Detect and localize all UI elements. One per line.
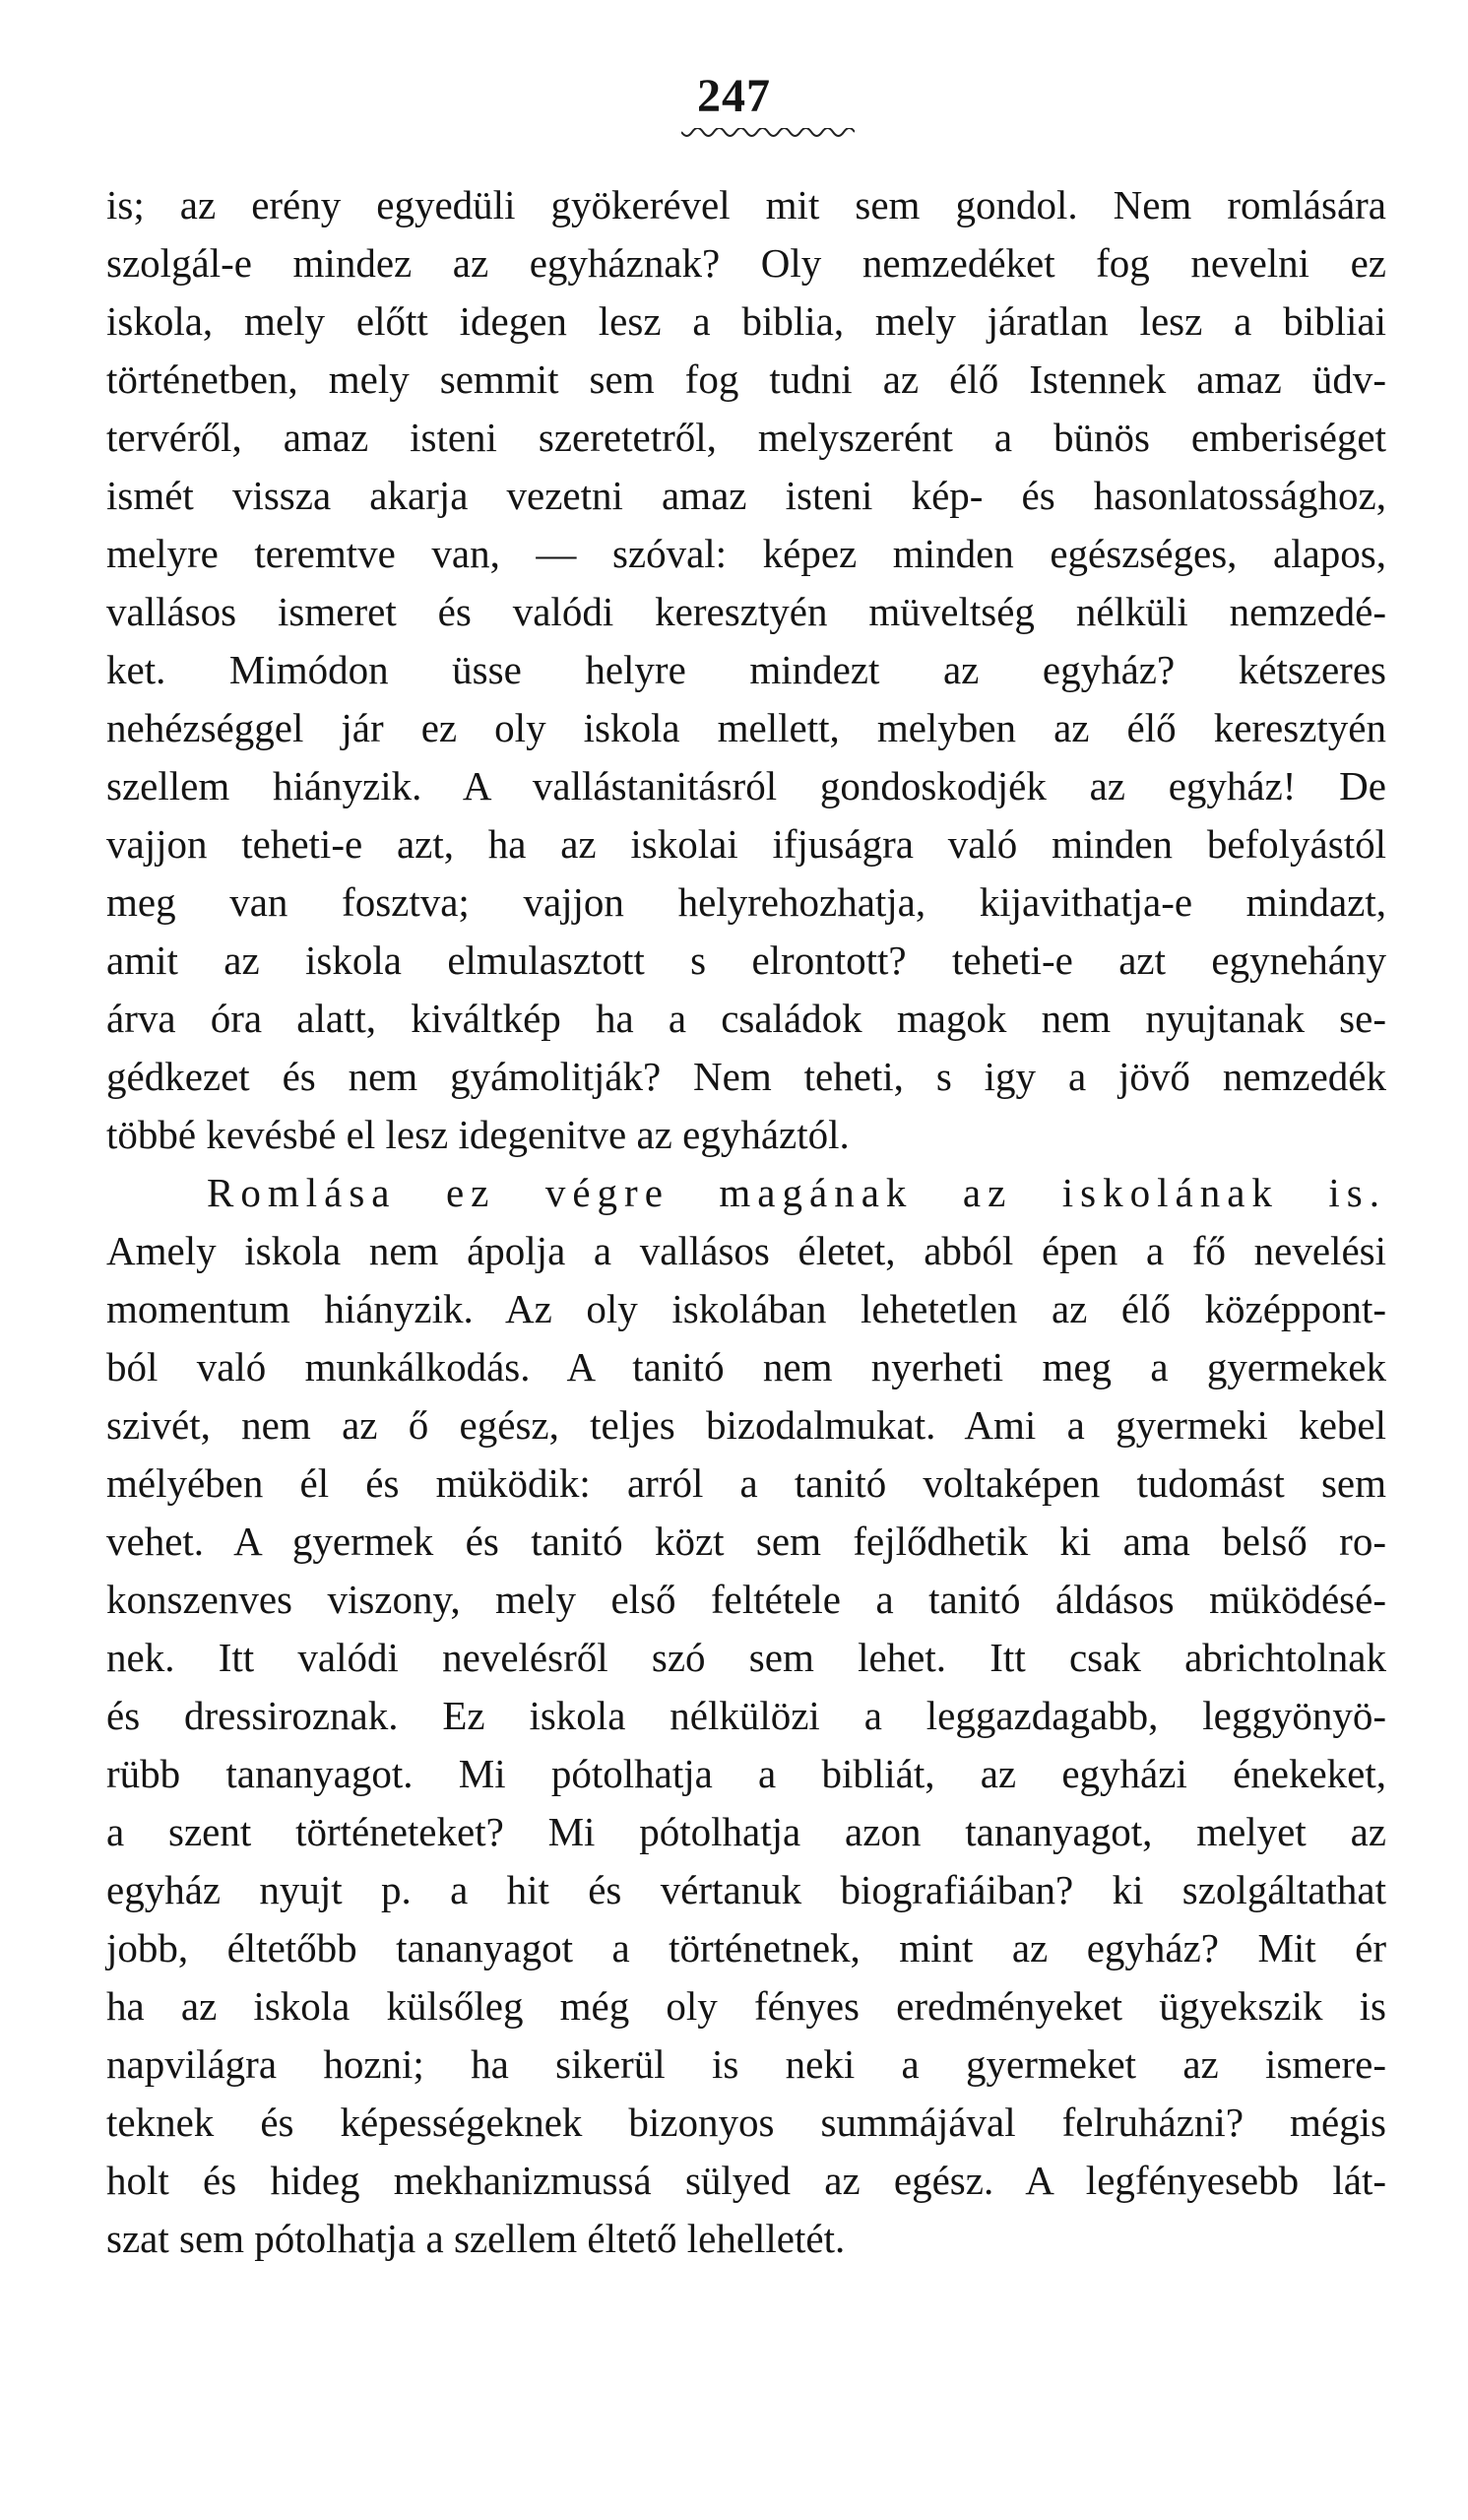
text-line: a szent történeteket? Mi pótolhatja azon tananyagot, melyet az bbox=[106, 1809, 1386, 1854]
text-line: és dressiroznak. Ez iskola nélkülözi a leggazdagabb, leggyönyö- bbox=[106, 1693, 1386, 1738]
text-line: Amely iskola nem ápolja a vallásos életet, abból épen a fő nevelési bbox=[106, 1228, 1386, 1273]
text-line-spaced: Romlása ez végre magának az iskolának is. bbox=[207, 1170, 1386, 1215]
text-line: rübb tananyagot. Mi pótolhatja a bibliát, az egyházi énekeket, bbox=[106, 1751, 1386, 1796]
text-line: gédkezet és nem gyámolitják? Nem teheti, s igy a jövő nemzedék bbox=[106, 1054, 1386, 1099]
text-line: momentum hiányzik. Az oly iskolában lehetetlen az élő középpont- bbox=[106, 1286, 1386, 1331]
text-line: melyre teremtve van, — szóval: képez minden egészséges, alapos, bbox=[106, 531, 1386, 576]
text-line: szellem hiányzik. A vallástanitásról gondoskodjék az egyház! De bbox=[106, 763, 1386, 808]
text-line: teknek és képességeknek bizonyos summájával felruházni? mégis bbox=[106, 2100, 1386, 2145]
text-line: iskola, mely előtt idegen lesz a biblia, mely járatlan lesz a bibliai bbox=[106, 298, 1386, 344]
text-line: vehet. A gyermek és tanitó közt sem fejlődhetik ki ama belső ro- bbox=[106, 1518, 1386, 1564]
text-line: nehézséggel jár ez oly iskola mellett, melyben az élő keresztyén bbox=[106, 705, 1386, 750]
text-line: vallásos ismeret és valódi keresztyén müveltség nélküli nemzedé- bbox=[106, 589, 1386, 634]
text-line: konszenves viszony, mely első feltétele a tanitó áldásos müködésé- bbox=[106, 1577, 1386, 1622]
text-line: nek. Itt valódi nevelésről szó sem lehet. Itt csak abrichtolnak bbox=[106, 1635, 1386, 1680]
text-line: egyház nyujt p. a hit és vértanuk biografiáiban? ki szolgáltathat bbox=[106, 1867, 1386, 1912]
text-line: szivét, nem az ő egész, teljes bizodalmukat. Ami a gyermeki kebel bbox=[106, 1402, 1386, 1448]
text-line: ha az iskola külsőleg még oly fényes eredményeket ügyekszik is bbox=[106, 1983, 1386, 2029]
text-line: napvilágra hozni; ha sikerül is neki a gyermeket az ismere- bbox=[106, 2041, 1386, 2087]
text-line: ból való munkálkodás. A tanitó nem nyerheti meg a gyermekek bbox=[106, 1344, 1386, 1389]
text-line: tervéről, amaz isteni szeretetről, melyszerént a bünös emberiséget bbox=[106, 415, 1386, 460]
text-line: történetben, mely semmit sem fog tudni az élő Istennek amaz üdv- bbox=[106, 356, 1386, 402]
text-line: ket. Mimódon üsse helyre mindezt az egyház? kétszeres bbox=[106, 647, 1386, 692]
text-line: árva óra alatt, kiváltkép ha a családok magok nem nyujtanak se- bbox=[106, 996, 1386, 1041]
text-line: amit az iskola elmulasztott s elrontott? teheti-e azt egynehány bbox=[106, 937, 1386, 983]
text-line: holt és hideg mekhanizmussá sülyed az egész. A legfényesebb lát- bbox=[106, 2158, 1386, 2203]
text-line: szolgál-e mindez az egyháznak? Oly nemzedéket fog nevelni ez bbox=[106, 240, 1386, 286]
text-line: mélyében él és müködik: arról a tanitó voltaképen tudomást sem bbox=[106, 1460, 1386, 1506]
text-line: szat sem pótolhatja a szellem éltető lehelletét. bbox=[106, 2216, 846, 2261]
text-line: többé kevésbé el lesz idegenitve az egyháztól. bbox=[106, 1112, 850, 1157]
text-line: is; az erény egyedüli gyökerével mit sem gondol. Nem romlására bbox=[106, 182, 1386, 227]
page-number: 247 bbox=[697, 70, 771, 122]
text-line: ismét vissza akarja vezetni amaz isteni kép- és hasonlatossághoz, bbox=[106, 473, 1386, 518]
wavy-rule-ornament bbox=[681, 128, 855, 142]
text-line: meg van fosztva; vajjon helyrehozhatja, kijavithatja-e mindazt, bbox=[106, 879, 1386, 925]
text-line: jobb, éltetőbb tananyagot a történetnek, mint az egyház? Mit ér bbox=[106, 1925, 1386, 1971]
text-line: vajjon teheti-e azt, ha az iskolai ifjuságra való minden befolyástól bbox=[106, 821, 1386, 867]
